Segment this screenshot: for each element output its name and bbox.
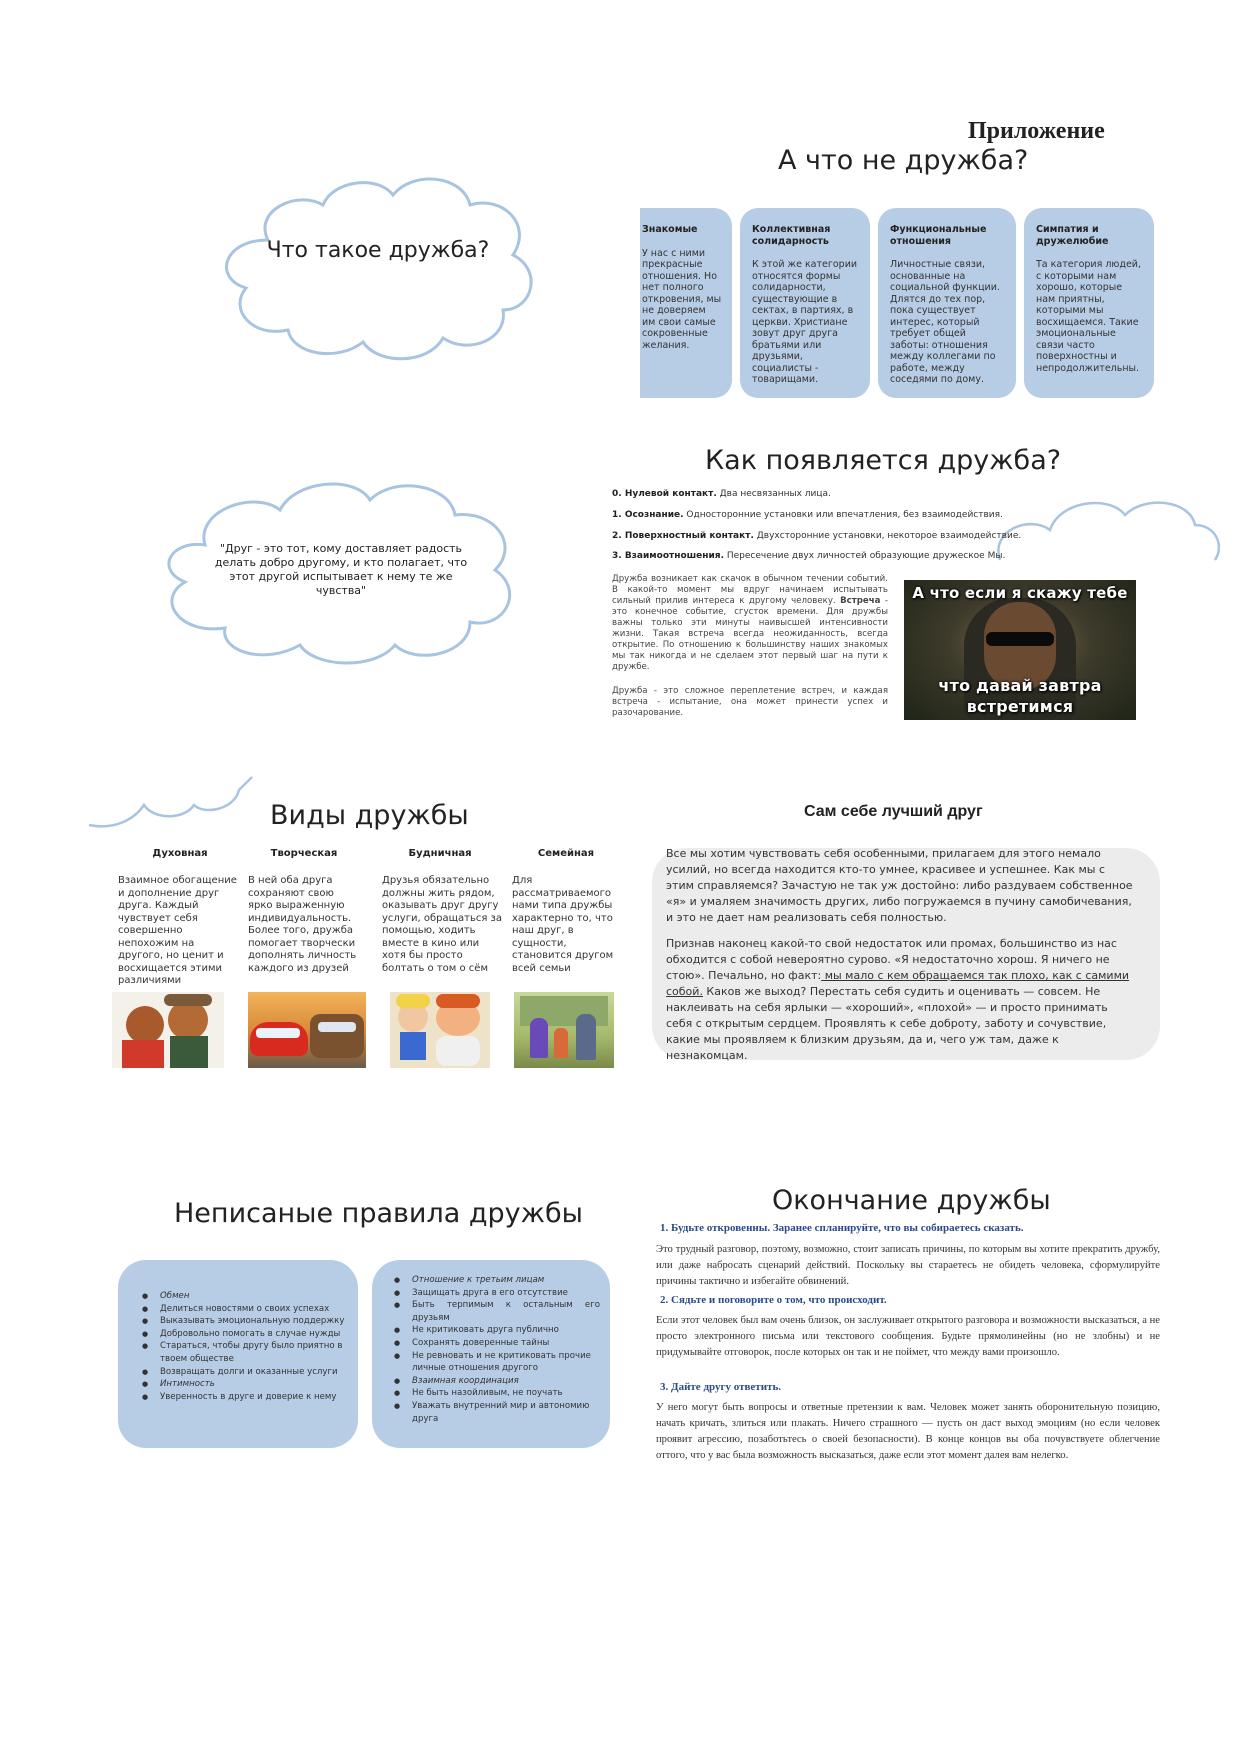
type-text-everyday: Друзья обязательно должны жить рядом, оказывать друг другу услуги, обращаться за помощью, ходить вместе в кино или хотя бы просто болтать о том о сём	[382, 875, 502, 974]
rule-item: ● Выказывать эмоциональную поддержку	[160, 1315, 346, 1328]
best-friend-paragraph-2: Признав наконец какой-то свой недостаток или промах, большинство из нас обходится с собой невероятно сурово. «Я недостаточно хорош. Я ничего не стою». Печально, но факт: мы мало с кем обращаемся так плохо, как с самими собой. Каков же выход? Перестать себя судить и оценивать — совсем. Не наклеивать на себя ярлыки — «хороший», «плохой» — и просто принимать себя с открытым сердцем. Проявлять к себе доброту, заботу и сочувствие, какие мы проявляем к близким друзьям, да и, чего уж там, даже к незнакомцам.	[666, 937, 1130, 1062]
rule-item: ● Отношение к третьим лицам	[412, 1274, 600, 1287]
rules-right-list	[382, 1274, 600, 1425]
rule-item: ● Стараться, чтобы другу было приятно в твоем обществе	[160, 1340, 346, 1365]
emergence-stage: 3. Взаимоотношения. Пересечение двух личностей образующие дружеское Мы.	[612, 551, 1006, 561]
ending-step-text: Это трудный разговор, поэтому, возможно, стоит записать причины, по которым вы хотите прекратить дружбу, или даже набросать сценарий действий. Поскольку вы стараетесь не обидеть человека, сформулируйте причины тактично и избегайте обвинений.	[656, 1244, 1160, 1287]
rule-item: ● Сохранять доверенные тайны	[412, 1337, 600, 1350]
nf-card-heading: Симпатия и дружелюбие	[1036, 224, 1109, 247]
ending-step-text: Если этот человек был вам очень близок, он заслуживает открытого разговора и возможности высказаться, а не просто электронного письма или текстового сообщения. Будьте прямолинейны (но не злобны) и не придумывайте отговорок, после которых он так и не поймет, что между вами произошло.	[656, 1315, 1160, 1358]
meme-image	[904, 580, 1136, 720]
type-heading-spiritual: Духовная	[152, 848, 208, 859]
emergence-paragraph: Дружба возникает как скачок в обычном течении событий. В какой-то момент мы вдруг начинаем испытывать сильный прилив интереса к другому человеку. Встреча - это конечное событие, сгусток времени. Для дружбы важны только эти минуты наивысшей интенсивности жизни. Такая встреча всегда неожиданность, всегда открытие. По отношению к большинству наших знакомых мы так никогда и не сделаем этот первый шаг на пути к дружбе.	[612, 574, 888, 672]
nf-card-heading: Функциональные отношения	[890, 224, 987, 247]
ending-step-heading: 1. Будьте откровенны. Заранее спланируйте, что вы собираетесь сказать.	[660, 1222, 1024, 1234]
emergence-stage: 0. Нулевой контакт. Два несвязанных лица.	[612, 489, 831, 499]
cloud-fragment-icon	[990, 490, 1220, 580]
type-heading-everyday: Будничная	[408, 848, 472, 859]
rule-item: ● Не ревновать и не критиковать прочие личные отношения другого	[412, 1350, 600, 1375]
best-friend-paragraph: Все мы хотим чувствовать себя особенными, прилагаем для этого немало усилий, но всегда находится кто-то умнее, красивее и успешнее. Как мы с этим справляемся? Зачастую не так уж достойно: либо раздуваем собственное «я» и умаляем значимость других, либо погружаемся в пучину самобичевания, и это не дает нам реализовать себя полностью.	[666, 847, 1133, 924]
karlsson-image	[390, 992, 490, 1068]
nf-card-text: Та категория людей, с которыми нам хорошо, которые нам приятны, которыми мы восхищаемся. Такие эмоциональные связи часто поверхностны и непродолжительны.	[1036, 259, 1142, 374]
nf-card-heading: Знакомые	[642, 224, 698, 235]
nf-card-acquaintances	[640, 208, 732, 398]
rule-item: ● Обмен	[160, 1290, 346, 1303]
rules-title: Неписаные правила дружбы	[174, 1198, 583, 1229]
rule-item: ● Защищать друга в его отсутствие	[412, 1287, 600, 1300]
meme-caption-bottom: что давай завтра	[938, 676, 1102, 695]
not-friendship-title: А что не дружба?	[778, 145, 1029, 176]
rules-left-box	[118, 1260, 358, 1448]
ending-title: Окончание дружбы	[772, 1185, 1051, 1216]
nf-card-collective	[740, 208, 870, 398]
ending-step-heading: 3. Дайте другу ответить.	[660, 1381, 782, 1393]
emergence-stage: 2. Поверхностный контакт. Двухсторонние установки, некоторое взаимодействие.	[612, 531, 1022, 541]
emergence-title: Как появляется дружба?	[705, 445, 1062, 476]
rule-item: ● Делиться новостями о своих успехах	[160, 1303, 346, 1316]
cloud-quote-text: "Друг - это тот, кому доставляет радость делать добро другому, и кто полагает, что этот другой испытывает к нему те же чувства"	[214, 542, 468, 597]
rule-item: ● Не быть назойливым, не поучать	[412, 1387, 600, 1400]
emergence-stage: 1. Осознание. Односторонние установки или впечатления, без взаимодействия.	[612, 510, 1003, 520]
rules-left-list	[130, 1290, 346, 1403]
rule-item: ● Возвращать долги и оказанные услуги	[160, 1366, 346, 1379]
type-heading-creative: Творческая	[270, 848, 338, 859]
nf-card-text: Личностные связи, основанные на социальной функции. Длятся до тех пор, пока существует интерес, который требует общей заботы: отношения между коллегами по работе, между соседями по дому.	[890, 259, 1000, 385]
ending-step-heading: 2. Сядьте и поговорите о том, что происходит.	[660, 1294, 887, 1306]
cloud-what-is-friendship	[208, 170, 548, 365]
chip-and-dale-image	[112, 992, 224, 1068]
cars-image	[248, 992, 366, 1068]
nf-card-heading: Коллективная солидарность	[752, 224, 831, 247]
type-heading-family: Семейная	[537, 848, 595, 859]
family-image	[514, 992, 614, 1068]
page-title: Приложение	[968, 118, 1105, 144]
rule-item: ● Не критиковать друга публично	[412, 1324, 600, 1337]
type-text-creative: В ней оба друга сохраняют свою ярко выраженную индивидуальность. Более того, дружба помогает творчески дополнять личность каждого из друзей	[248, 875, 357, 974]
best-friend-title: Сам себе лучший друг	[804, 803, 983, 820]
ending-step-text: У него могут быть вопросы и ответные претензии к вам. Человек может занять оборонительную позицию, начать кричать, злиться или плакать. Ничего страшного — пусть он даст выход эмоциям (но если человек проявит агрессию, позаботьтесь о своей безопасности). В конце концов вы оба почувствуете облегчение оттого, что у вас была возможность высказаться, даже если этот момент далея вам нелегко.	[656, 1402, 1160, 1461]
meme-caption-top: А что если я скажу тебе	[912, 584, 1128, 602]
rule-item: ● Взаимная координация	[412, 1375, 600, 1388]
nf-card-functional	[878, 208, 1016, 398]
best-friend-text-box	[652, 848, 1160, 1060]
nf-card-text: У нас с ними прекрасные отношения. Но нет полного откровения, мы не доверяем им свои самые сокровенные желания.	[642, 247, 722, 351]
rule-item: ● Уверенность в друге и доверие к нему	[160, 1391, 346, 1404]
emergence-paragraph-2: Дружба - это сложное переплетение встреч, и каждая встреча - испытание, она может принести успех и разочарование.	[612, 686, 888, 718]
nf-card-text: К этой же категории относятся формы солидарности, существующие в сектах, в партиях, в церкви. Христиане зовут друг друга братьями или друзьями, социалисты - товарищами.	[752, 259, 858, 385]
cloud-what-text: Что такое дружба?	[266, 237, 490, 263]
rules-right-box	[372, 1260, 610, 1448]
types-title: Виды дружбы	[270, 800, 469, 831]
nf-card-sympathy	[1024, 208, 1154, 398]
rule-item: ● Интимность	[160, 1378, 346, 1391]
rule-item: ● Быть терпимым к остальным его друзьям	[412, 1299, 600, 1324]
meme-caption-bottom: встретимся	[966, 697, 1074, 716]
cloud-quote	[150, 470, 530, 670]
type-text-family: Для рассматриваемого нами типа дружбы характерно то, что наш друг, в сущности, становится другом всей семьи	[512, 875, 614, 974]
rule-item: ● Уважать внутренний мир и автономию друга	[412, 1400, 600, 1425]
sunglasses-icon	[986, 632, 1054, 646]
rule-item: ● Добровольно помогать в случае нужды	[160, 1328, 346, 1341]
cloud-fragment-icon	[84, 775, 254, 835]
type-text-spiritual: Взаимное обогащение и дополнение друг друга. Каждый чувствует себя совершенно непохожим на другого, но ценит и восхищается этими различиями	[118, 875, 237, 986]
